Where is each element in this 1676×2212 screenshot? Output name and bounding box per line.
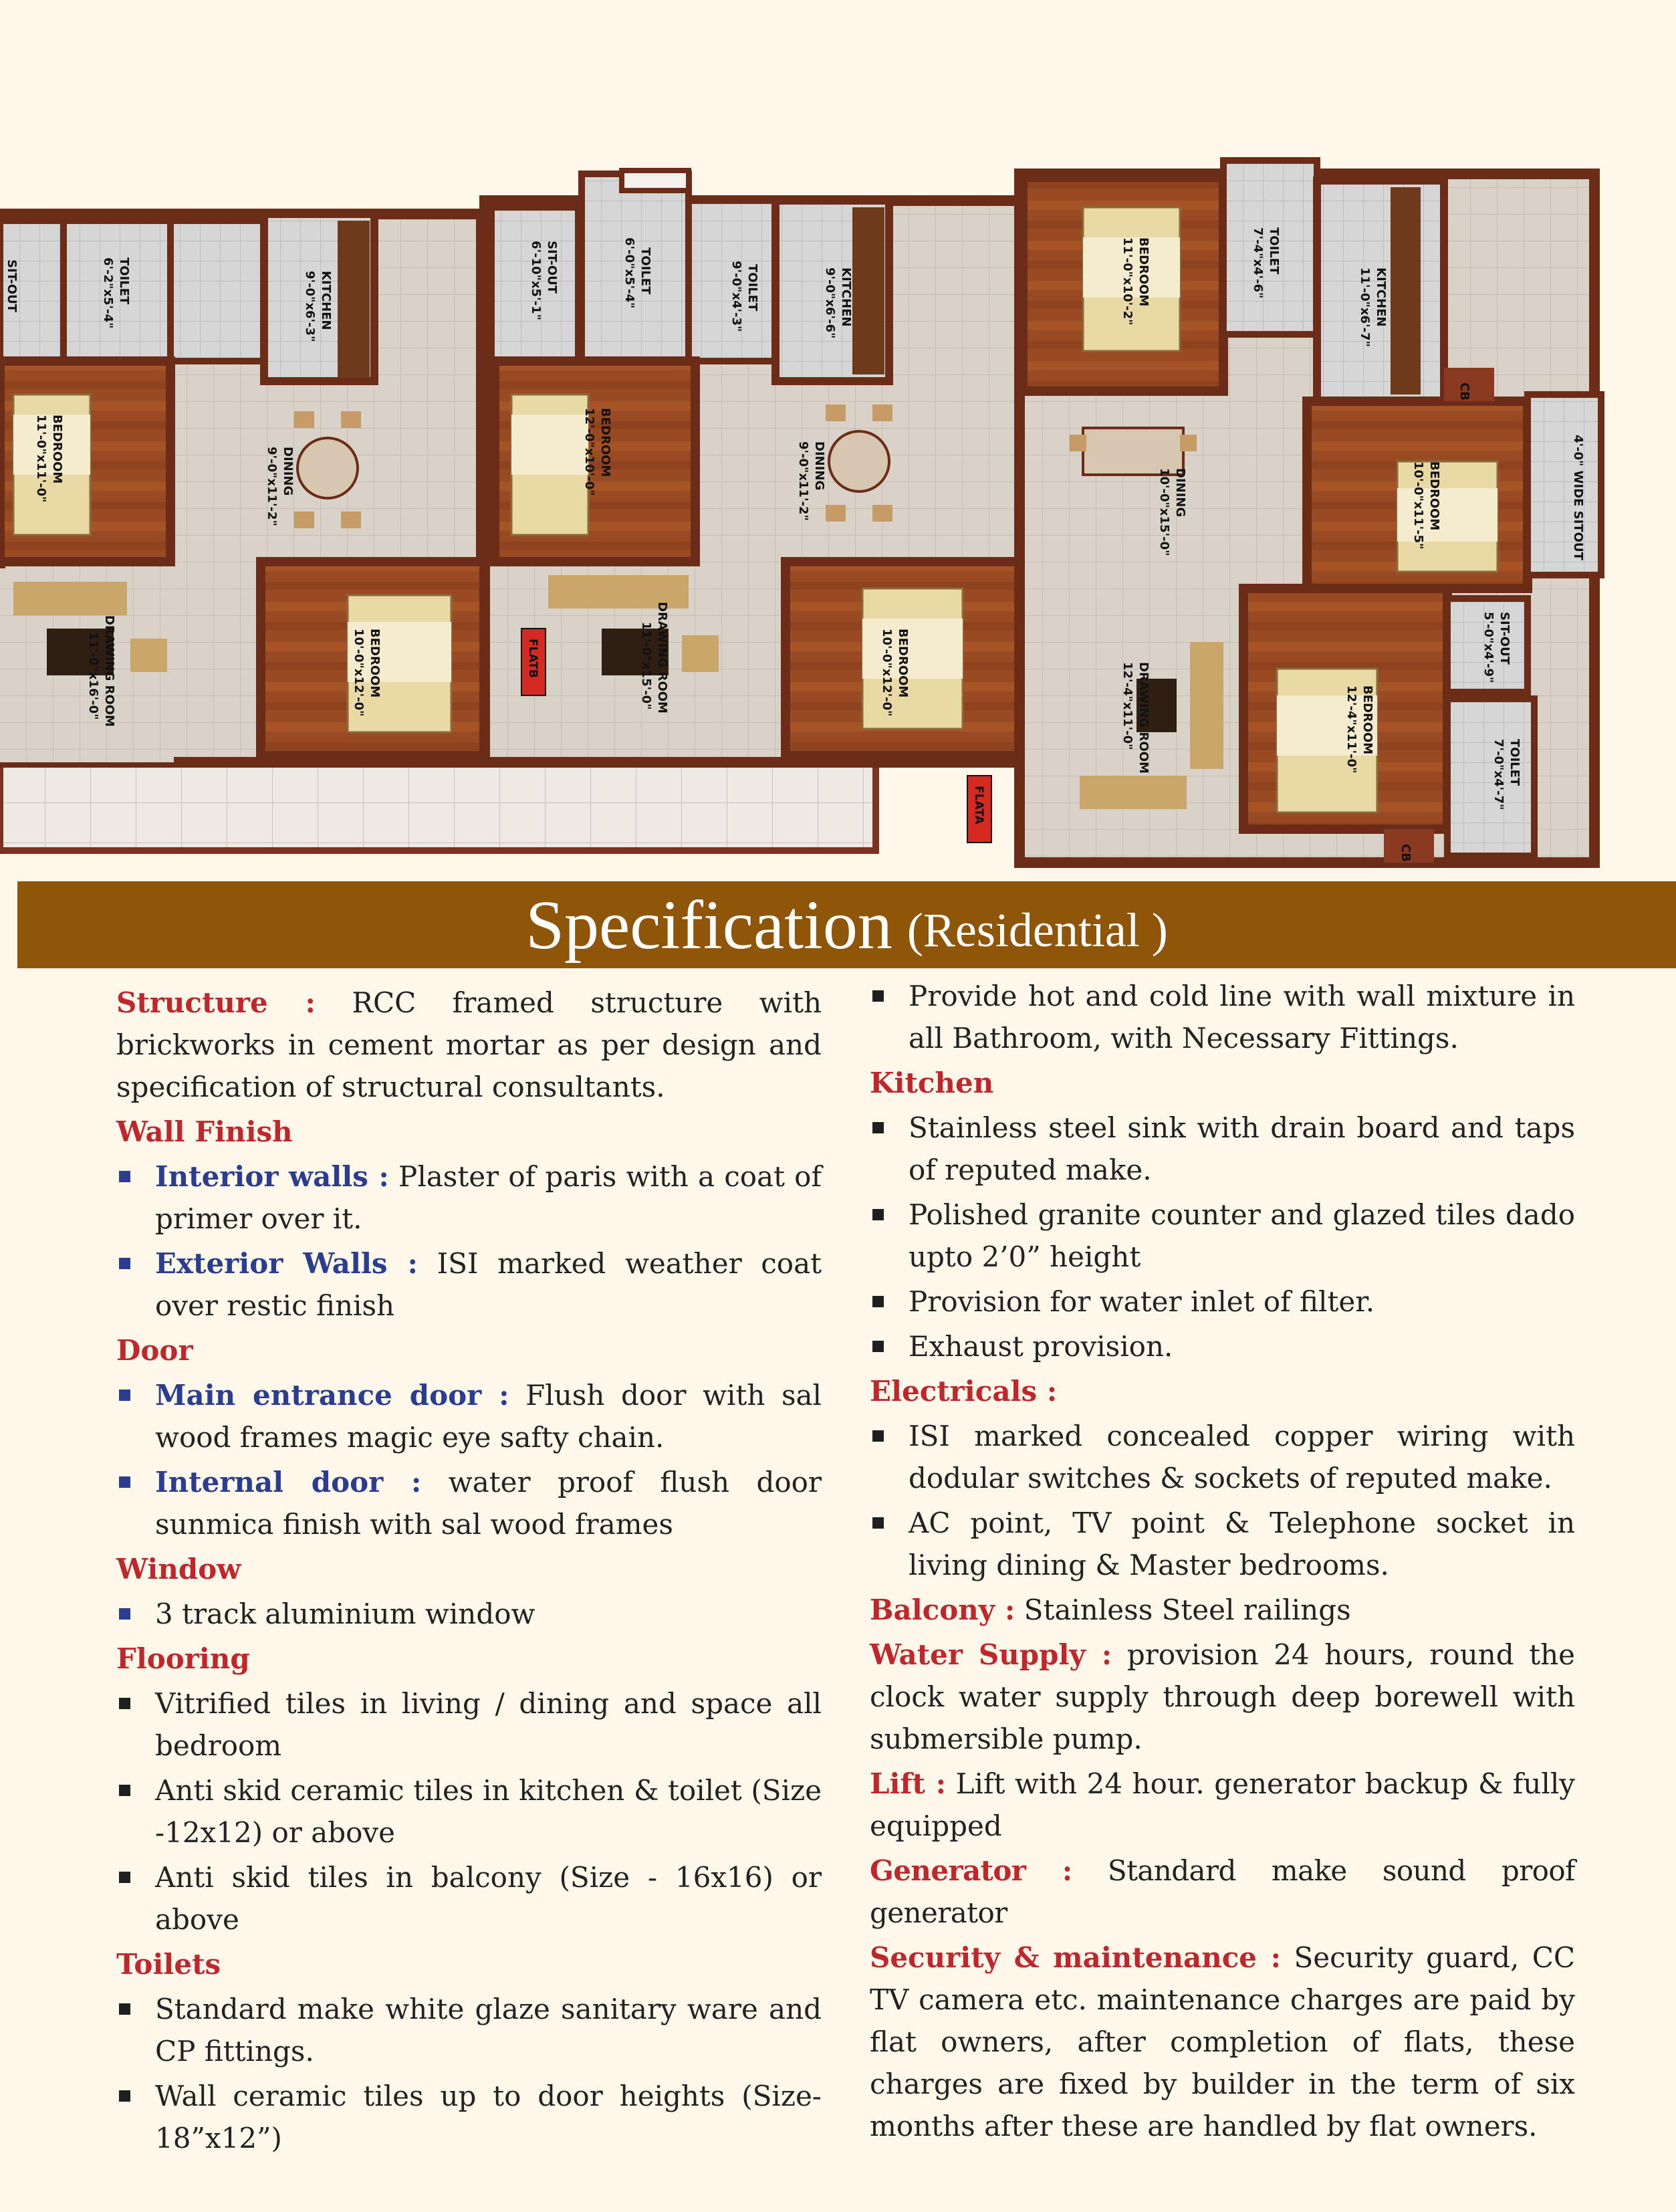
window-heading: Window [116,1553,241,1585]
room-label: CB [1457,382,1471,401]
room-label: TOILET [745,264,759,312]
room-label: TOILET [1267,227,1281,275]
lift-spec [870,1763,1575,1847]
water-supply-heading: Water Supply : [870,1638,1112,1671]
spec-left-column [116,982,822,2159]
list-item [116,2075,822,2159]
balcony-spec [870,1589,1575,1631]
room-label: 11'-0"x11'-0" [34,415,48,503]
room-label: DINING [1173,468,1187,518]
room-label: TOILET [1508,739,1522,786]
room-label: CB [1399,844,1413,862]
room-label: 9'-0"x11'-2" [265,447,279,526]
bullet-icon [119,1476,130,1488]
balcony-text: Stainless Steel railings [1015,1593,1351,1626]
room-label: 6'-0"x5'-4" [622,237,636,309]
bullet-icon [119,1608,130,1620]
flat-left-plan [0,214,491,762]
room-label: DINING [281,447,295,496]
room-label: KITCHEN [319,271,333,330]
page-title: Specification [525,886,892,964]
room-label: BEDROOM [368,629,382,698]
room-label: BEDROOM [1427,461,1441,531]
security-text: Security guard, CC TV camera etc. maintenance charges are paid by flat owners, after completion of flats, these charges are fixed by builder in the term of six months after these are handled by flat owners. [870,1941,1575,2142]
flooring-item: Anti skid ceramic tiles in kitchen & toilet (Size -12x12) or above [155,1774,822,1849]
room-label: BEDROOM [1136,237,1151,307]
bullet-icon [872,1122,884,1133]
kitchen-item: Exhaust provision. [909,1330,1173,1363]
main-door-text: Flush door with sal wood frames magic eye safty chain. [155,1379,822,1454]
bullet-icon [872,1341,884,1352]
room-label: 9'-0"x4'-3" [729,261,743,332]
lift-text: Lift with 24 hour. generator backup & fully equipped [870,1767,1575,1842]
room-label: 9'-0"x6'-3" [303,271,317,342]
room-label: 5'-0"x4'-9" [1481,612,1495,683]
main-door-label: Main entrance door : [155,1379,509,1412]
list-item [116,1593,822,1635]
water-supply-text: provision 24 hours, round the clock water supply through deep borewell with submersible pump. [870,1638,1575,1755]
spec-right-column [870,975,1575,2147]
bullet-icon [119,2003,130,2015]
floor-plan-image [0,0,1676,883]
balcony-heading: Balcony : [870,1593,1015,1626]
list-item [116,1374,822,1458]
water-supply-spec [870,1634,1575,1760]
room-label: SIT-OUT [545,241,559,294]
list-item [870,1107,1575,1191]
bullet-icon [872,990,884,1002]
list-item [116,1769,822,1854]
room-label: 12'-4"x11'-0" [1120,662,1134,750]
bullet-icon [119,1785,130,1796]
door-heading: Door [116,1334,193,1367]
bullet-icon [119,1698,130,1709]
room-label: 12'-0"x10'-0" [582,408,596,496]
kitchen-item: Polished granite counter and glazed tiles dado upto 2’0” height [909,1198,1575,1273]
window-text: 3 track aluminium window [155,1597,535,1630]
list-item [870,975,1575,1059]
room-label: 10'-0"x12'-0" [880,629,894,717]
list-item [116,1461,822,1545]
toilets-item: Wall ceramic tiles up to door heights (Size-18”x12”) [155,2080,822,2154]
list-item [870,1325,1575,1367]
room-label: 6'-10"x5'-1" [529,241,543,320]
room-label: KITCHEN [1374,267,1388,327]
list-item [870,1415,1575,1499]
room-label: DRAWING ROOM [1136,662,1151,774]
list-item [870,1502,1575,1586]
room-label: 11'-0"x10'-2" [1120,237,1134,326]
interior-walls-label: Interior walls : [155,1160,389,1193]
room-label: KITCHEN [839,267,853,327]
room-label: 12'-4"x11'-0" [1344,685,1358,774]
bullet-icon [872,1430,884,1442]
room-label: BEDROOM [1360,685,1374,755]
list-item [870,1281,1575,1323]
generator-spec [870,1850,1575,1934]
room-label: DRAWING ROOM [102,615,116,727]
room-label: TOILET [638,247,652,295]
room-label: BEDROOM [50,415,64,484]
list-item [870,1194,1575,1278]
list-item [116,1988,822,2072]
structure-text: RCC framed structure with brickworks in cement mortar as per design and specification of structural consultants. [116,986,822,1103]
internal-door-text: water proof flush door sunmica finish with sal wood frames [155,1466,822,1541]
list-item [116,1242,822,1327]
flat-a-tag: FLATA [972,786,985,824]
generator-heading: Generator : [870,1854,1072,1887]
bullet-icon [119,1390,130,1401]
room-label: BEDROOM [598,408,612,477]
security-heading: Security & maintenance : [870,1941,1282,1974]
bullet-icon [119,1258,130,1269]
list-item [116,1155,822,1240]
title-band [17,881,1676,968]
flooring-item: Vitrified tiles in living / dining and space all bedroom [155,1687,822,1762]
structure-spec [116,982,822,1108]
toilets-item: Provide hot and cold line with wall mixture in all Bathroom, with Necessary Fittings. [909,980,1575,1055]
list-item [116,1856,822,1941]
electricals-heading: Electricals : [870,1375,1058,1408]
bullet-icon [872,1517,884,1529]
room-label: SIT-OUT [1498,612,1512,665]
generator-text: Standard make sound proof generator [870,1854,1575,1929]
flooring-heading: Flooring [116,1642,250,1675]
flooring-item: Anti skid tiles in balcony (Size - 16x16) or above [155,1861,822,1936]
exterior-walls-text: ISI marked weather coat over restic finish [155,1247,822,1322]
room-label: DINING [812,441,826,491]
room-label: SIT-OUT [5,259,19,312]
electricals-item: AC point, TV point & Telephone socket in living dining & Master bedrooms. [909,1507,1575,1581]
room-label: 7'-0"x4'-7" [1491,739,1506,810]
exterior-walls-label: Exterior Walls : [155,1247,418,1280]
room-label: DRAWING ROOM [655,602,669,713]
bullet-icon [119,1171,130,1182]
toilets-item: Standard make white glaze sanitary ware and CP fittings. [155,1993,822,2068]
bullet-icon [119,1872,130,1883]
room-label: 10'-0"x12'-0" [352,629,366,717]
room-label: BEDROOM [896,629,910,698]
internal-door-label: Internal door : [155,1466,422,1499]
room-label: 10'-0"x11'-5" [1411,461,1425,550]
wall-finish-heading: Wall Finish [116,1115,293,1148]
toilets-heading: Toilets [116,1948,221,1981]
room-label: 11'-0"x15'-0" [639,622,653,710]
kitchen-item: Provision for water inlet of filter. [909,1285,1375,1318]
bullet-icon [119,2090,130,2102]
room-label: 7'-4"x4'-6" [1251,227,1265,299]
kitchen-heading: Kitchen [870,1067,994,1099]
room-label: 10'-0"x15'-0" [1157,468,1171,556]
flat-a-plan [967,160,1601,863]
bullet-icon [872,1296,884,1307]
interior-walls-text: Plaster of paris with a coat of primer over it. [155,1160,822,1235]
room-label: 9'-0"x11'-2" [796,441,810,521]
flat-b-plan [485,171,1026,762]
list-item [116,1682,822,1767]
room-label: 11'-0"x16'-0" [86,632,100,720]
bullet-icon [872,1209,884,1220]
room-label: 11'-0"x6'-7" [1358,267,1372,347]
electricals-item: ISI marked concealed copper wiring with dodular switches & sockets of reputed make. [909,1420,1575,1495]
room-label: 4'-0" WIDE SITOUT [1571,435,1585,560]
kitchen-item: Stainless steel sink with drain board and taps of reputed make. [909,1111,1575,1186]
security-spec [870,1937,1575,2147]
structure-heading: Structure : [116,986,316,1019]
page-subtitle: (Residential ) [907,903,1168,957]
room-label: 9'-0"x6'-6" [823,267,837,339]
lift-heading: Lift : [870,1767,947,1800]
flat-b-tag: FLATB [526,639,540,678]
room-label: 6'-2"x5'-4" [101,257,115,329]
room-label: TOILET [117,257,131,305]
